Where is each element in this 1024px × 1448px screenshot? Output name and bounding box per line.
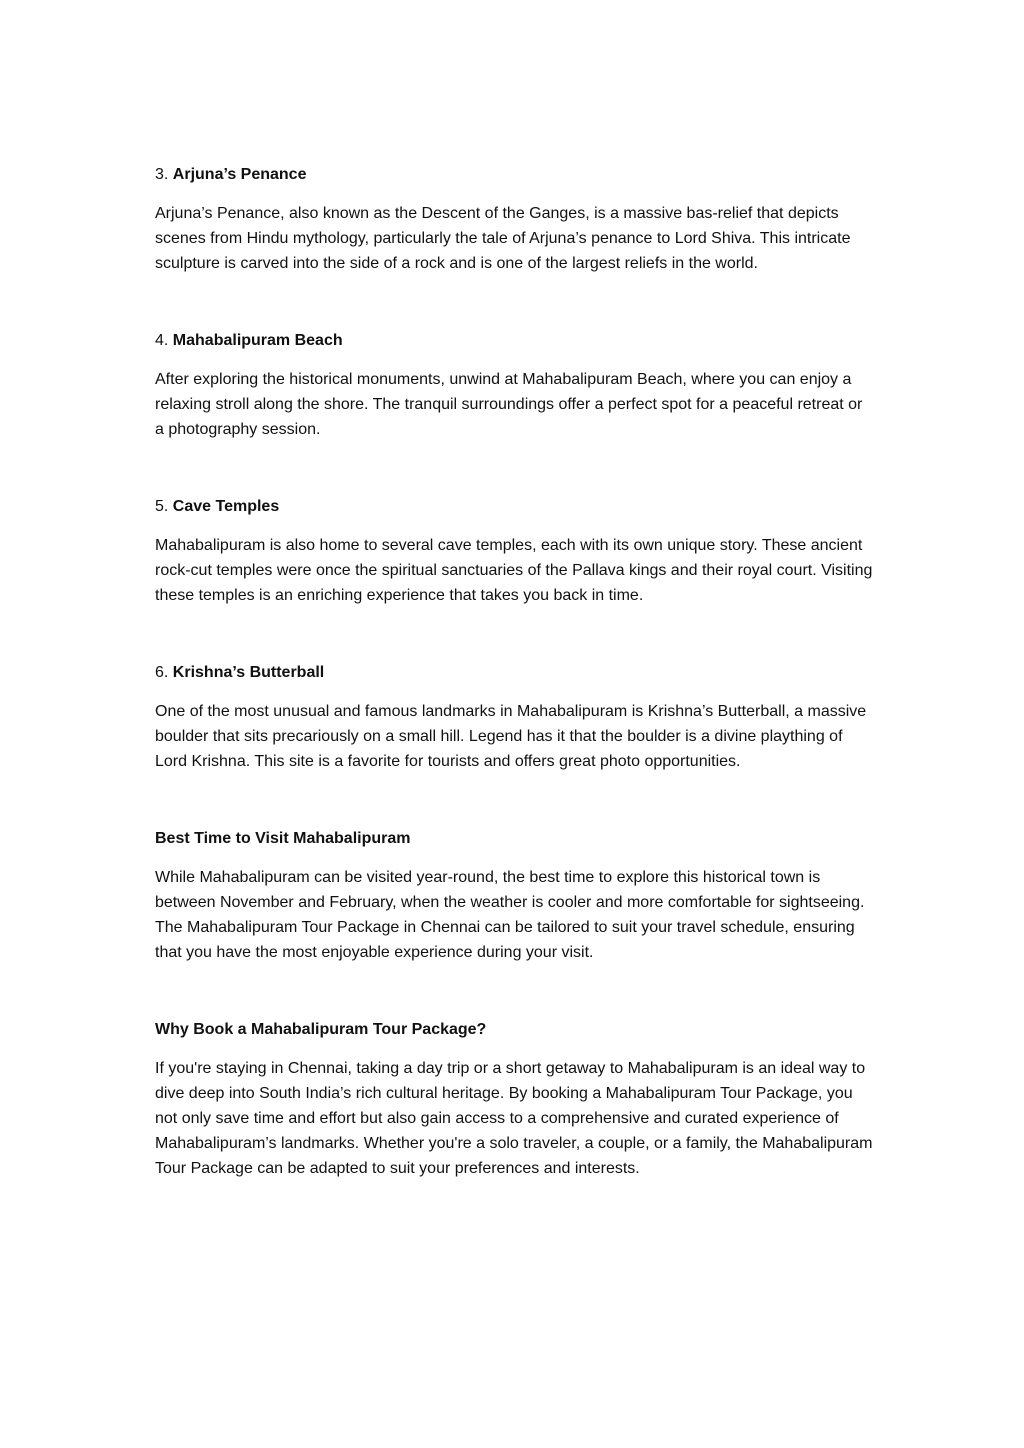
section-number: 3. xyxy=(155,166,169,183)
section-mahabalipuram-beach xyxy=(155,328,875,442)
section-arjunas-penance xyxy=(155,162,875,276)
section-number: 4. xyxy=(155,332,169,349)
section-body: One of the most unusual and famous landmarks in Mahabalipuram is Krishna’s Butterball, a massive boulder that sits precariously on a small hill. Legend has it that the boulder is a divine plaything of Lord Krishna. This site is a favorite for tourists and offers great photo opportunities. xyxy=(155,703,867,770)
section-title: Arjuna’s Penance xyxy=(172,166,307,183)
section-heading xyxy=(155,660,875,685)
section-krishnas-butterball xyxy=(155,660,875,774)
section-heading xyxy=(155,162,875,187)
section-heading xyxy=(155,826,875,851)
section-body: Mahabalipuram is also home to several cave temples, each with its own unique story. These ancient rock-cut temples were once the spiritual sanctuaries of the Pallava kings and their royal court. Visiting these temples is an enriching experience that takes you back in time. xyxy=(155,537,873,604)
section-title: Best Time to Visit Mahabalipuram xyxy=(155,830,411,847)
section-number: 6. xyxy=(155,664,169,681)
section-body: If you're staying in Chennai, taking a day trip or a short getaway to Mahabalipuram is an ideal way to dive deep into South India’s rich cultural heritage. By booking a Mahabalipuram Tour Package, you not only save time and effort but also gain access to a comprehensive and curated experience of Mahabalipuram’s landmarks. Whether you're a solo traveler, a couple, or a family, the Mahabalipuram Tour Package can be adapted to suit your preferences and interests. xyxy=(155,1060,873,1177)
section-title: Why Book a Mahabalipuram Tour Package? xyxy=(155,1021,487,1038)
section-body: After exploring the historical monuments, unwind at Mahabalipuram Beach, where you can enjoy a relaxing stroll along the shore. The tranquil surroundings offer a perfect spot for a peaceful retreat or a photography session. xyxy=(155,371,863,438)
section-heading xyxy=(155,328,875,353)
section-best-time-to-visit xyxy=(155,826,875,965)
section-title: Mahabalipuram Beach xyxy=(172,332,343,349)
section-cave-temples xyxy=(155,494,875,608)
document-page xyxy=(155,162,875,1233)
section-heading xyxy=(155,494,875,519)
section-why-book-tour-package xyxy=(155,1017,875,1181)
section-heading xyxy=(155,1017,875,1042)
section-title: Cave Temples xyxy=(172,498,280,515)
section-body: While Mahabalipuram can be visited year-round, the best time to explore this historical town is between November and February, when the weather is cooler and more comfortable for sightseeing. The Mahabalipuram Tour Package in Chennai can be tailored to suit your travel schedule, ensuring that you have the most enjoyable experience during your visit. xyxy=(155,869,865,961)
section-number: 5. xyxy=(155,498,169,515)
section-body: Arjuna’s Penance, also known as the Descent of the Ganges, is a massive bas-relief that depicts scenes from Hindu mythology, particularly the tale of Arjuna’s penance to Lord Shiva. This intricate sculpture is carved into the side of a rock and is one of the largest reliefs in the world. xyxy=(155,205,851,272)
section-title: Krishna’s Butterball xyxy=(172,664,325,681)
